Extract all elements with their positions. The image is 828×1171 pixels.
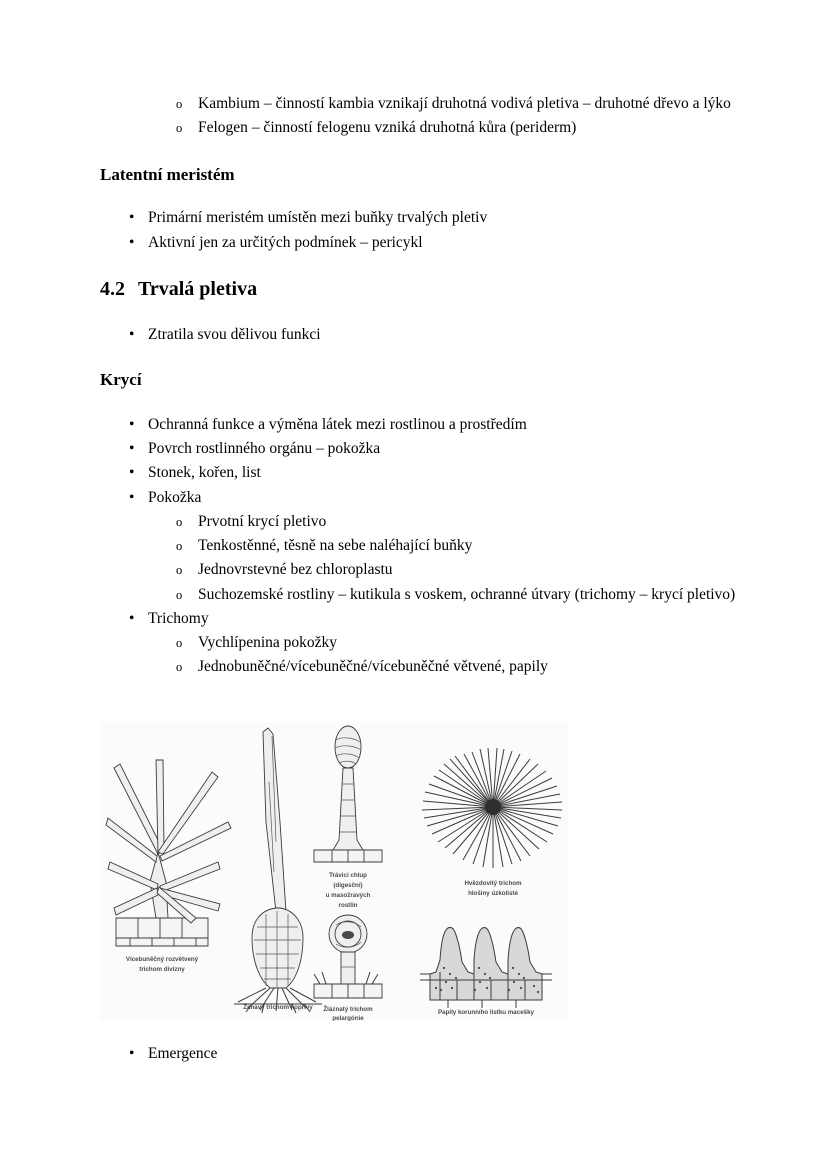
list-item: [100, 323, 740, 346]
bullet-marker-circle: o: [176, 514, 183, 529]
list-kryci: [100, 413, 740, 509]
list-pokozka-sub: [100, 510, 740, 606]
bullet-marker-disc: •: [129, 464, 135, 482]
figure-caption-2: Žahavý trichom kopřivy: [243, 1004, 313, 1011]
stellate-centre: [485, 799, 501, 815]
list-item-text: Prvotní krycí pletivo: [198, 512, 327, 530]
heading-number: 4.2: [100, 277, 125, 300]
bullet-marker-disc: •: [129, 233, 135, 251]
list-item: [100, 1042, 600, 1065]
figure-caption-4-line2: hlošiny úzkolisté: [468, 890, 518, 897]
list-item-text: Ochranná funkce a výměna látek mezi rostlinou a prostředím: [148, 415, 527, 433]
figure-caption-3-line2: (digesční): [333, 882, 363, 889]
figure-caption-1-line1: Vícebuněčný rozvětvený: [125, 956, 199, 963]
list-item: [100, 583, 740, 606]
figure-caption-3-line1: Trávicí chlup: [329, 872, 367, 879]
list-item-pokozka: [100, 486, 740, 509]
list-item-text: Vychlípenina pokožky: [198, 634, 338, 652]
list-item-text: Ztratila svou dělivou funkci: [148, 325, 321, 343]
document-content: [100, 92, 740, 680]
list-item-text: Felogen – činností felogenu vzniká druhotná kůra (periderm): [198, 119, 577, 137]
gland-epidermis: [314, 984, 382, 998]
digestive-head: [335, 726, 361, 768]
list-item: [100, 558, 740, 581]
bullet-marker-circle: o: [176, 636, 183, 651]
list-item: [100, 655, 740, 678]
heading-latentni-meristem: Latentní meristém: [100, 164, 235, 184]
list-item: [100, 510, 740, 533]
list-item: [100, 206, 740, 229]
bullet-marker-circle: o: [176, 587, 183, 602]
list-meristem-sub: [100, 92, 740, 140]
list-item-text: Suchozemské rostliny – kutikula s voskem, ochranné útvary (trichomy – krycí pletivo): [198, 585, 736, 603]
spacer: [100, 347, 740, 368]
list-item-text: Aktivní jen za určitých podmínek – pericykl: [148, 233, 423, 251]
list-item-text: Emergence: [148, 1045, 218, 1062]
bullet-marker-circle: o: [176, 539, 183, 554]
bullet-marker-disc: •: [129, 1045, 135, 1062]
list-item-trichomy: [100, 607, 740, 630]
list-item: [100, 534, 740, 557]
list-trvala-pletiva: [100, 323, 740, 346]
list-item-text: Pokožka: [148, 488, 202, 506]
list-trichomy-sub: [100, 631, 740, 679]
figure-caption-5-line2: pelargónie: [332, 1015, 364, 1021]
gland-stalk: [341, 952, 355, 984]
heading-text: Trvalá pletiva: [138, 277, 258, 300]
bullet-marker-disc: •: [129, 440, 135, 458]
spacer: [100, 186, 740, 206]
figure-trichome-types: [100, 722, 568, 1021]
list-trichomy: [100, 607, 740, 630]
figure-caption-1-line2: trichom divizny: [139, 966, 185, 973]
spacer: [100, 141, 740, 163]
gland-nucleus: [342, 931, 354, 939]
list-item-text: Jednobuněčné/vícebuněčné/vícebuněčné větvené, papily: [198, 658, 548, 676]
figure-caption-5-line1: Žláznatý trichom: [323, 1006, 373, 1013]
digestive-epidermis: [314, 850, 382, 862]
bullet-marker-disc: •: [129, 415, 135, 433]
figure-caption-4-line1: Hvězdovitý trichom: [464, 880, 522, 887]
spacer: [100, 303, 740, 323]
figure-caption-6: Papily korunního lístku macešky: [438, 1009, 534, 1016]
list-item: [100, 437, 740, 460]
bullet-marker-circle: o: [176, 97, 183, 111]
bullet-marker-disc: •: [129, 609, 135, 627]
figure-caption-3-line3: u masožravých: [325, 892, 371, 899]
list-item-text: Stonek, kořen, list: [148, 464, 261, 482]
spacer: [100, 392, 740, 413]
list-item: [100, 413, 740, 436]
list-item-text: Jednovrstevné bez chloroplastu: [198, 561, 393, 579]
list-item-text: Primární meristém umístěn mezi buňky trvalých pletiv: [148, 209, 488, 227]
list-item-text: Trichomy: [148, 609, 209, 627]
list-item-text: Tenkostěnné, těsně na sebe naléhající buňky: [198, 537, 473, 555]
bullet-marker-circle: o: [176, 121, 183, 136]
bullet-marker-disc: •: [129, 325, 135, 343]
list-item-text: Povrch rostlinného orgánu – pokožka: [148, 440, 381, 458]
bullet-marker-circle: o: [176, 660, 183, 675]
list-item: [100, 631, 740, 654]
list-item: [100, 116, 740, 139]
figure-caption-3-line4: rostlin: [338, 902, 358, 909]
list-item: [100, 461, 740, 484]
list-item: [100, 92, 740, 115]
heading-trvala-pletiva: [100, 275, 740, 303]
list-latentni-meristem: [100, 206, 740, 254]
spacer: [100, 255, 740, 275]
bullet-marker-disc: •: [129, 488, 135, 506]
bullet-marker-circle: o: [176, 563, 183, 578]
list-item-text: Kambium – činností kambia vznikají druhotná vodivá pletiva – druhotné dřevo a lýko: [198, 95, 731, 112]
list-item: [100, 231, 740, 254]
bullet-marker-disc: •: [129, 209, 135, 227]
figure-trichome-svg: [100, 722, 568, 1021]
list-emergence: [100, 1042, 600, 1066]
epidermis-cells: [116, 918, 208, 946]
heading-kryci: Krycí: [100, 370, 142, 390]
